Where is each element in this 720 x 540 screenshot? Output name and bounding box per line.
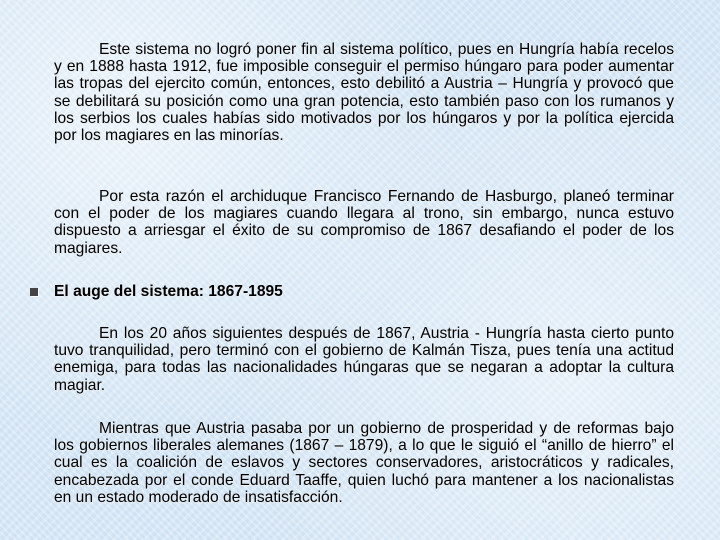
paragraph-1: Este sistema no logró poner fin al sistema político, pues en Hungría había recelos y en 1888 hasta 1912, fue imposible conseguir el permiso húngaro para poder aumentar las tropas del ejercito común, entonces, esto debilitó a Austria – Hungría y provocó que se debilitará su posición como una gran potencia, esto también paso con los rumanos y los serbios los cuales habías sido motivados por los húngaros y por la política ejercida por los magiares en las minorías. [54,41,674,145]
paragraph-2: Por esta razón el archiduque Francisco Fernando de Hasburgo, planeó terminar con el poder de los magiares cuando llegara al trono, sin embargo, nunca estuvo dispuesto a arriesgar el éxito de su compromiso de 1867 desafiando el poder de los magiares. [54,188,674,257]
square-bullet-icon [30,288,38,296]
paragraph-4: Mientras que Austria pasaba por un gobierno de prosperidad y de reformas bajo los gobiernos liberales alemanes (1867 – 1879), a lo que le siguió el “anillo de hierro” el cual es la coalición de eslavos y sectores conservadores, aristocráticos y radicales, encabezada por el conde Eduard Taaffe, quien luchó para mantener a los nacionalistas en un estado moderado de insatisfacción. [54,420,674,506]
paragraph-3: En los 20 años siguientes después de 1867, Austria - Hungría hasta cierto punto tuvo tranquilidad, pero terminó con el gobierno de Kalmán Tisza, pues tenía una actitud enemiga, para todas las nacionalidades húngaras que se negaran a adoptar la cultura magiar. [54,325,674,394]
section-heading-row [30,283,670,301]
section-heading: El auge del sistema: 1867-1895 [54,283,283,300]
